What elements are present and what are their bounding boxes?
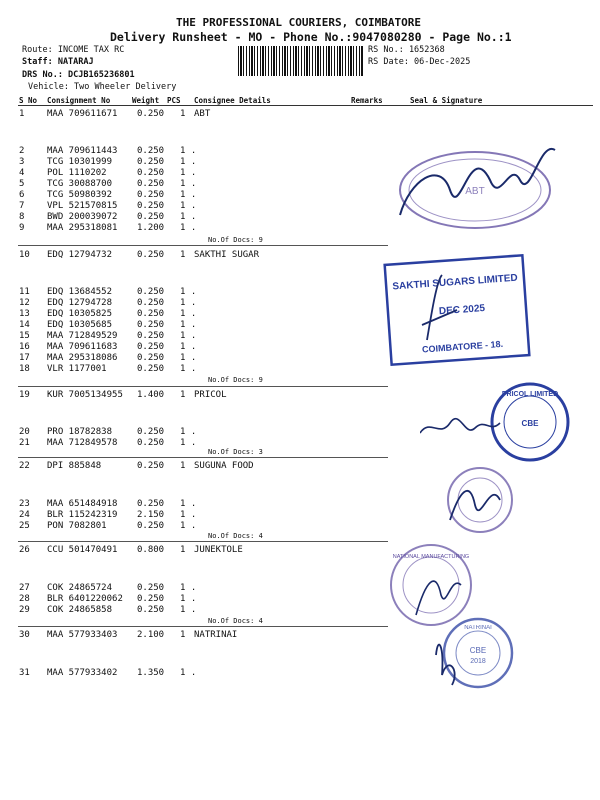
docs-count: No.Of Docs: 9 <box>208 376 263 384</box>
sno-cell: 12 <box>19 298 30 308</box>
sno-cell: 27 <box>19 583 30 593</box>
consignment-cell: POL 1110202 <box>47 168 107 178</box>
consignment-cell: MAA 712849529 <box>47 331 118 341</box>
consignment-cell: MAA 295318086 <box>47 353 118 363</box>
weight-cell: 0.250 <box>137 190 165 200</box>
weight-cell: 0.250 <box>137 201 165 211</box>
weight-cell: 0.250 <box>137 521 165 531</box>
consignment-cell: PRO 18782838 <box>47 427 113 437</box>
col-remarks: Remarks <box>351 96 383 105</box>
consignment-cell: COK 24865858 <box>47 605 113 615</box>
docs-count: No.Of Docs: 9 <box>208 236 263 244</box>
sno-cell: 17 <box>19 353 30 363</box>
sno-cell: 9 <box>19 223 25 233</box>
sno-cell: 15 <box>19 331 30 341</box>
weight-cell: 2.100 <box>137 630 165 640</box>
pcs-cell: 1 . <box>180 146 197 156</box>
consignment-cell: EDQ 10305685 <box>47 320 113 330</box>
docs-count: No.Of Docs: 4 <box>208 532 263 540</box>
sno-cell: 29 <box>19 605 30 615</box>
consignment-cell: MAA 577933402 <box>47 668 118 678</box>
consignee-cell: JUNEKTOLE <box>194 545 243 555</box>
consignment-cell: BLR 6401220062 <box>47 594 123 604</box>
consignment-cell: TCG 50980392 <box>47 190 113 200</box>
col-seal: Seal & Signature <box>410 96 483 105</box>
sno-cell: 4 <box>19 168 25 178</box>
docs-count: No.Of Docs: 3 <box>208 448 263 456</box>
consignment-cell: VPL 521570815 <box>47 201 118 211</box>
consignment-cell: MAA 295318081 <box>47 223 118 233</box>
consignment-cell: MAA 709611443 <box>47 146 118 156</box>
pcs-cell: 1 . <box>180 510 197 520</box>
consignment-cell: BLR 115242319 <box>47 510 118 520</box>
pcs-cell: 1 <box>180 545 186 555</box>
weight-cell: 0.250 <box>137 583 165 593</box>
sakthi-stamp-date: DEC 2025 <box>438 303 486 318</box>
consignment-cell: EDQ 13684552 <box>47 287 113 297</box>
weight-cell: 0.250 <box>137 146 165 156</box>
group-divider <box>18 457 388 458</box>
consignment-cell: COK 24865724 <box>47 583 113 593</box>
pcs-cell: 1 . <box>180 353 197 363</box>
consignee-cell: ABT <box>194 109 211 119</box>
natrinai-stamp <box>430 615 520 695</box>
rs-number: RS No.: 1652368 <box>368 45 445 55</box>
weight-cell: 0.250 <box>137 179 165 189</box>
pcs-cell: 1 . <box>180 201 197 211</box>
group-divider <box>18 626 388 627</box>
pcs-cell: 1 . <box>180 298 197 308</box>
sno-cell: 3 <box>19 157 25 167</box>
weight-cell: 1.200 <box>137 223 165 233</box>
weight-cell: 0.250 <box>137 353 165 363</box>
weight-cell: 0.250 <box>137 605 165 615</box>
consignment-cell: TCG 30088700 <box>47 179 113 189</box>
sno-cell: 7 <box>19 201 25 211</box>
consignment-cell: CCU 501470491 <box>47 545 118 555</box>
pcs-cell: 1 . <box>180 309 197 319</box>
abt-stamp <box>380 120 570 240</box>
pcs-cell: 1 . <box>180 212 197 222</box>
consignee-cell: SUGUNA FOOD <box>194 461 254 471</box>
pcs-cell: 1 . <box>180 521 197 531</box>
weight-cell: 0.250 <box>137 438 165 448</box>
pcs-cell: 1 . <box>180 594 197 604</box>
pcs-cell: 1 . <box>180 331 197 341</box>
abt-stamp-text: ABT <box>465 186 485 197</box>
sakthi-stamp-city: COIMBATORE - 18. <box>421 338 504 355</box>
sno-cell: 6 <box>19 190 25 200</box>
consignment-cell: EDQ 10305825 <box>47 309 113 319</box>
pcs-cell: 1 . <box>180 157 197 167</box>
weight-cell: 0.800 <box>137 545 165 555</box>
sno-cell: 19 <box>19 390 30 400</box>
weight-cell: 0.250 <box>137 342 165 352</box>
pcs-cell: 1 <box>180 390 186 400</box>
sno-cell: 14 <box>19 320 30 330</box>
weight-cell: 0.250 <box>137 309 165 319</box>
weight-cell: 1.400 <box>137 390 165 400</box>
pcs-cell: 1 . <box>180 364 197 374</box>
sno-cell: 22 <box>19 461 30 471</box>
pcs-cell: 1 <box>180 630 186 640</box>
col-pcs: PCS <box>167 96 181 105</box>
weight-cell: 1.350 <box>137 668 165 678</box>
col-consignee: Consignee Details <box>194 96 271 105</box>
consignee-cell: NATRINAI <box>194 630 238 640</box>
pricol-stamp-city: CBE <box>521 419 539 428</box>
weight-cell: 0.250 <box>137 250 165 260</box>
sno-cell: 24 <box>19 510 30 520</box>
weight-cell: 0.250 <box>137 212 165 222</box>
consignment-cell: EDQ 12794728 <box>47 298 113 308</box>
route-label: Route: INCOME TAX RC <box>22 45 125 55</box>
sno-cell: 28 <box>19 594 30 604</box>
natrinai-stamp-year: 2018 <box>470 658 486 665</box>
pricol-stamp <box>420 378 570 468</box>
consignment-cell: MAA 651484918 <box>47 499 118 509</box>
sno-cell: 1 <box>19 109 25 119</box>
weight-cell: 0.250 <box>137 427 165 437</box>
consignment-cell: VLR 1177001 <box>47 364 107 374</box>
sno-cell: 30 <box>19 630 30 640</box>
weight-cell: 0.250 <box>137 168 165 178</box>
sno-cell: 2 <box>19 146 25 156</box>
pcs-cell: 1 . <box>180 668 197 678</box>
weight-cell: 0.250 <box>137 594 165 604</box>
pcs-cell: 1 <box>180 250 186 260</box>
sno-cell: 10 <box>19 250 30 260</box>
weight-cell: 0.250 <box>137 364 165 374</box>
weight-cell: 0.250 <box>137 157 165 167</box>
runsheet-title: Delivery Runsheet - MO - Phone No.:9047080280 - Page No.:1 <box>110 30 512 44</box>
col-sno: S No <box>19 96 38 105</box>
junektole-stamp-text: NATIONAL MANUFACTURING <box>392 554 470 560</box>
pcs-cell: 1 . <box>180 223 197 233</box>
sno-cell: 26 <box>19 545 30 555</box>
weight-cell: 0.250 <box>137 461 165 471</box>
sno-cell: 13 <box>19 309 30 319</box>
sno-cell: 31 <box>19 668 30 678</box>
weight-cell: 0.250 <box>137 298 165 308</box>
suguna-stamp <box>440 460 520 540</box>
weight-cell: 2.150 <box>137 510 165 520</box>
vehicle-label: Vehicle: Two Wheeler Delivery <box>28 82 177 92</box>
col-consignment: Consignment No <box>47 96 111 105</box>
pcs-cell: 1 . <box>180 342 197 352</box>
pcs-cell: 1 . <box>180 179 197 189</box>
sakthi-sugar-stamp <box>382 250 532 370</box>
col-weight: Weight <box>132 96 160 105</box>
staff-label: Staff: NATARAJ <box>22 57 94 67</box>
sno-cell: 20 <box>19 427 30 437</box>
consignment-cell: MAA 712849578 <box>47 438 118 448</box>
pcs-cell: 1 . <box>180 583 197 593</box>
weight-cell: 0.250 <box>137 320 165 330</box>
drs-number: DRS No.: DCJB165236801 <box>22 70 135 80</box>
pcs-cell: 1 . <box>180 605 197 615</box>
weight-cell: 0.250 <box>137 499 165 509</box>
pcs-cell: 1 . <box>180 438 197 448</box>
pcs-cell: 1 <box>180 461 186 471</box>
natrinai-stamp-name: NATRINAI <box>464 625 492 631</box>
weight-cell: 0.250 <box>137 109 165 119</box>
sno-cell: 16 <box>19 342 30 352</box>
consignee-cell: SAKTHI SUGAR <box>194 250 260 260</box>
weight-cell: 0.250 <box>137 331 165 341</box>
rs-date: RS Date: 06-Dec-2025 <box>368 57 471 67</box>
barcode <box>238 46 364 76</box>
sno-cell: 18 <box>19 364 30 374</box>
pcs-cell: 1 . <box>180 499 197 509</box>
group-divider <box>18 386 388 387</box>
pcs-cell: 1 . <box>180 287 197 297</box>
group-divider <box>18 245 388 246</box>
pricol-stamp-name: PRICOL LIMITED <box>501 391 559 398</box>
header-divider <box>18 105 593 106</box>
sno-cell: 11 <box>19 287 30 297</box>
pcs-cell: 1 <box>180 109 186 119</box>
sakthi-stamp-name: SAKTHI SUGARS LIMITED <box>392 272 519 293</box>
sno-cell: 21 <box>19 438 30 448</box>
consignment-cell: DPI 885848 <box>47 461 102 471</box>
pcs-cell: 1 . <box>180 190 197 200</box>
consignment-cell: TCG 10301999 <box>47 157 113 167</box>
consignment-cell: EDQ 12794732 <box>47 250 113 260</box>
pcs-cell: 1 . <box>180 168 197 178</box>
consignment-cell: BWD 200039072 <box>47 212 118 222</box>
sno-cell: 8 <box>19 212 25 222</box>
group-divider <box>18 541 388 542</box>
consignment-cell: PON 7082801 <box>47 521 107 531</box>
natrinai-stamp-mid: CBE <box>469 646 487 655</box>
pcs-cell: 1 . <box>180 320 197 330</box>
consignment-cell: KUR 7005134955 <box>47 390 123 400</box>
sno-cell: 5 <box>19 179 25 189</box>
docs-count: No.Of Docs: 4 <box>208 617 263 625</box>
consignment-cell: MAA 709611683 <box>47 342 118 352</box>
consignment-cell: MAA 709611671 <box>47 109 118 119</box>
consignment-cell: MAA 577933403 <box>47 630 118 640</box>
consignee-cell: PRICOL <box>194 390 227 400</box>
company-name: THE PROFESSIONAL COURIERS, COIMBATORE <box>176 16 422 29</box>
sno-cell: 25 <box>19 521 30 531</box>
pcs-cell: 1 . <box>180 427 197 437</box>
sno-cell: 23 <box>19 499 30 509</box>
table-row <box>0 545 600 557</box>
weight-cell: 0.250 <box>137 287 165 297</box>
